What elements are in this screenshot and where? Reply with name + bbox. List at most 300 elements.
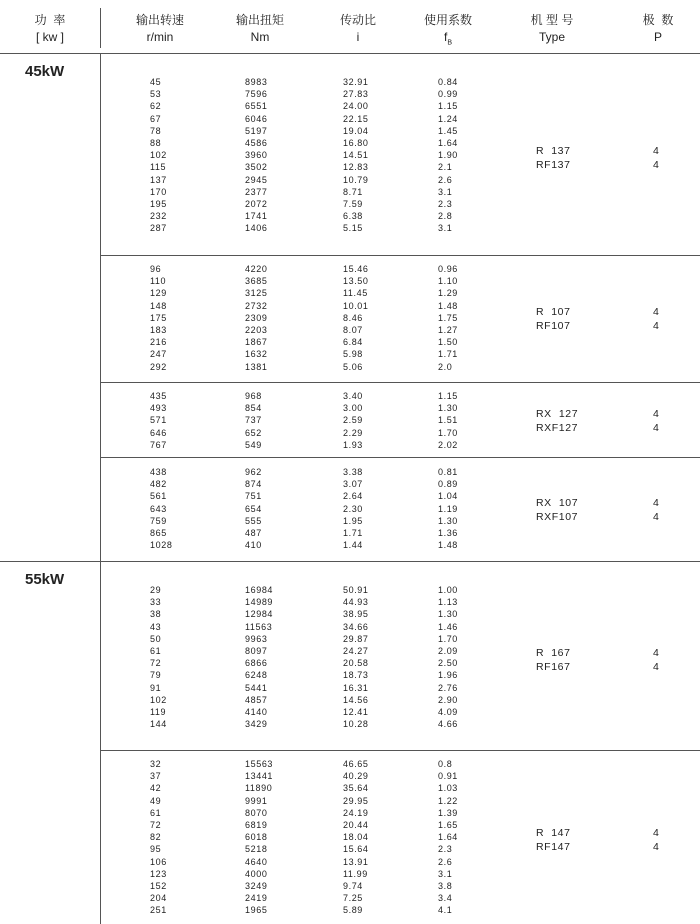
type-row: [0, 646, 700, 660]
torque-cell: 3125: [245, 288, 268, 299]
block-type-info: [0, 407, 700, 435]
fb-cell: 4.66: [438, 719, 458, 730]
table-row: [0, 807, 700, 819]
speed-cell: 43: [150, 621, 162, 632]
fb-cell: 1.29: [438, 288, 458, 299]
header-fb-unit-symbol: f: [443, 30, 448, 44]
ratio-cell: 2.64: [343, 491, 363, 502]
speed-cell: 62: [150, 101, 162, 112]
speed-cell: 129: [150, 288, 167, 299]
ratio-cell: 34.66: [343, 621, 369, 632]
speed-cell: 32: [150, 759, 162, 769]
fb-cell: 1.45: [438, 125, 458, 136]
speed-cell: 45: [150, 77, 162, 87]
ratio-cell: 44.93: [343, 597, 369, 608]
torque-cell: 6018: [245, 832, 268, 843]
pole-count: 4: [653, 661, 660, 673]
speed-cell: 88: [150, 137, 162, 148]
fb-cell: 3.4: [438, 893, 453, 904]
table-row: [0, 795, 700, 807]
ratio-cell: 1.95: [343, 515, 363, 526]
speed-cell: 38: [150, 609, 162, 620]
table-row: [0, 113, 700, 125]
speed-cell: 247: [150, 349, 167, 360]
fb-cell: 0.84: [438, 77, 458, 87]
fb-cell: 1.30: [438, 403, 458, 414]
torque-cell: 962: [245, 467, 262, 477]
type-row: [0, 305, 700, 319]
fb-cell: 1.90: [438, 150, 458, 161]
type-code: RF107: [536, 320, 571, 332]
fb-cell: 2.0: [438, 361, 453, 372]
table-row: [0, 222, 700, 234]
speed-cell: 195: [150, 198, 167, 209]
fb-cell: 1.46: [438, 621, 458, 632]
torque-cell: 652: [245, 427, 262, 438]
speed-cell: 82: [150, 832, 162, 843]
header-type-label: 机 型 号: [530, 13, 574, 27]
ratio-cell: 5.06: [343, 361, 363, 372]
speed-cell: 61: [150, 807, 162, 818]
fb-cell: 1.71: [438, 349, 458, 360]
speed-cell: 435: [150, 391, 167, 401]
torque-cell: 2732: [245, 300, 268, 311]
fb-cell: 1.13: [438, 597, 458, 608]
fb-cell: 2.02: [438, 439, 458, 450]
torque-cell: 12984: [245, 609, 274, 620]
torque-cell: 8983: [245, 77, 268, 87]
ratio-cell: 14.51: [343, 150, 369, 161]
speed-cell: 646: [150, 427, 167, 438]
speed-cell: 767: [150, 439, 167, 450]
torque-cell: 4857: [245, 694, 268, 705]
header-speed-label: 输出转速: [135, 13, 184, 27]
fb-cell: 2.3: [438, 844, 453, 855]
block-type-info: [0, 305, 700, 333]
pole-count: 4: [653, 647, 660, 659]
fb-cell: 0.81: [438, 467, 458, 477]
header-speed: [120, 12, 200, 46]
table-row: [0, 88, 700, 100]
torque-cell: 4220: [245, 264, 268, 274]
ratio-cell: 8.71: [343, 186, 363, 197]
table-row: [0, 892, 700, 904]
torque-cell: 3249: [245, 880, 268, 891]
ratio-cell: 10.79: [343, 174, 369, 185]
torque-cell: 9963: [245, 633, 268, 644]
ratio-cell: 5.89: [343, 905, 363, 916]
power-group-label: 55kW: [25, 571, 65, 588]
speed-cell: 72: [150, 819, 162, 830]
torque-cell: 1965: [245, 905, 268, 916]
ratio-cell: 10.01: [343, 300, 369, 311]
table-row: [0, 287, 700, 299]
fb-cell: 1.03: [438, 783, 458, 794]
type-row: [0, 144, 700, 158]
table-row: [0, 596, 700, 608]
type-code: RXF107: [536, 511, 579, 523]
speed-cell: 53: [150, 89, 162, 100]
table-row: [0, 390, 700, 402]
table-row: [0, 633, 700, 645]
ratio-cell: 1.71: [343, 527, 363, 538]
type-code: RF147: [536, 841, 571, 853]
speed-cell: 61: [150, 645, 162, 656]
speed-cell: 204: [150, 893, 167, 904]
power-group-separator: [0, 561, 100, 562]
ratio-cell: 8.07: [343, 324, 363, 335]
type-row: [0, 840, 700, 854]
ratio-cell: 13.91: [343, 856, 369, 867]
ratio-cell: 20.44: [343, 819, 369, 830]
speed-cell: 493: [150, 403, 167, 414]
speed-cell: 438: [150, 467, 167, 477]
speed-cell: 759: [150, 515, 167, 526]
speed-cell: 110: [150, 276, 167, 287]
type-row: [0, 421, 700, 435]
fb-cell: 1.15: [438, 391, 458, 401]
table-row: [0, 584, 700, 596]
ratio-cell: 12.41: [343, 706, 369, 717]
ratio-cell: 15.64: [343, 844, 369, 855]
speed-cell: 175: [150, 312, 167, 323]
torque-cell: 11890: [245, 783, 273, 794]
ratio-cell: 3.38: [343, 467, 363, 477]
header-type: [512, 12, 592, 46]
speed-cell: 50: [150, 633, 162, 644]
ratio-cell: 16.80: [343, 137, 369, 148]
ratio-cell: 6.84: [343, 337, 363, 348]
block-type-info: [0, 144, 700, 172]
pole-count: 4: [653, 306, 660, 318]
type-row: [0, 660, 700, 674]
table-row: [0, 527, 700, 539]
fb-cell: 2.90: [438, 694, 458, 705]
ratio-cell: 24.00: [343, 101, 369, 112]
pole-count: 4: [653, 159, 660, 171]
table-row: [0, 336, 700, 348]
fb-cell: 1.70: [438, 427, 458, 438]
speed-cell: 144: [150, 719, 167, 730]
fb-cell: 4.09: [438, 706, 458, 717]
speed-cell: 95: [150, 844, 162, 855]
fb-cell: 1.04: [438, 491, 458, 502]
header-torque-unit: Nm: [250, 30, 270, 44]
fb-cell: 1.64: [438, 832, 458, 843]
torque-cell: 3502: [245, 162, 268, 173]
speed-cell: 29: [150, 585, 162, 595]
table-row: [0, 263, 700, 275]
table-row: [0, 210, 700, 222]
table-row: [0, 904, 700, 916]
table-row: [0, 100, 700, 112]
torque-cell: 8070: [245, 807, 268, 818]
fb-cell: 1.50: [438, 337, 458, 348]
ratio-cell: 19.04: [343, 125, 369, 136]
fb-cell: 0.96: [438, 264, 458, 274]
fb-cell: 1.15: [438, 101, 458, 112]
ratio-cell: 1.44: [343, 540, 363, 551]
power-group-label: 45kW: [25, 63, 65, 80]
table-row: [0, 868, 700, 880]
speed-cell: 115: [150, 162, 167, 173]
table-row: [0, 275, 700, 287]
ratio-cell: 5.15: [343, 223, 363, 234]
speed-cell: 251: [150, 905, 167, 916]
table-row: [0, 608, 700, 620]
block-separator: [100, 561, 700, 562]
pole-count: 4: [653, 827, 660, 839]
torque-cell: 549: [245, 439, 262, 450]
speed-cell: 96: [150, 264, 162, 274]
torque-cell: 737: [245, 415, 262, 426]
fb-cell: 2.50: [438, 658, 458, 669]
torque-cell: 6866: [245, 658, 268, 669]
header-torque: [220, 12, 300, 46]
header-fb-label: 使用系数: [423, 13, 472, 27]
fb-cell: 2.6: [438, 856, 453, 867]
speed-cell: 152: [150, 880, 167, 891]
fb-cell: 1.48: [438, 540, 458, 551]
block-separator: [100, 382, 700, 383]
ratio-cell: 18.04: [343, 832, 369, 843]
fb-cell: 1.00: [438, 585, 458, 595]
type-code: R 107: [536, 306, 571, 318]
header-poles: [628, 12, 688, 46]
speed-cell: 865: [150, 527, 167, 538]
speed-cell: 183: [150, 324, 167, 335]
torque-cell: 8097: [245, 645, 268, 656]
fb-cell: 1.10: [438, 276, 458, 287]
torque-cell: 4640: [245, 856, 268, 867]
block-type-info: [0, 826, 700, 854]
speed-cell: 137: [150, 174, 167, 185]
type-code: R 147: [536, 827, 571, 839]
block-separator: [100, 457, 700, 458]
fb-cell: 0.8: [438, 759, 453, 769]
torque-cell: 14989: [245, 597, 274, 608]
fb-cell: 3.1: [438, 223, 453, 234]
header-power-label: 功 率: [34, 13, 66, 27]
ratio-cell: 22.15: [343, 113, 369, 124]
ratio-cell: 38.95: [343, 609, 369, 620]
fb-cell: 1.65: [438, 819, 458, 830]
speed-cell: 643: [150, 503, 167, 514]
torque-cell: 2309: [245, 312, 268, 323]
fb-cell: 1.36: [438, 527, 458, 538]
torque-cell: 11563: [245, 621, 273, 632]
type-code: RF167: [536, 661, 571, 673]
table-row: [0, 782, 700, 794]
torque-cell: 854: [245, 403, 262, 414]
fb-cell: 1.51: [438, 415, 458, 426]
ratio-cell: 24.27: [343, 645, 369, 656]
ratio-cell: 27.83: [343, 89, 369, 100]
speed-cell: 33: [150, 597, 162, 608]
torque-cell: 968: [245, 391, 262, 401]
torque-cell: 6551: [245, 101, 268, 112]
speed-cell: 561: [150, 491, 167, 502]
header-power-unit: [ kw ]: [35, 30, 64, 44]
torque-cell: 9991: [245, 795, 268, 806]
table-row: [0, 76, 700, 88]
fb-cell: 1.64: [438, 137, 458, 148]
table-header: [0, 0, 700, 54]
type-code: RX 127: [536, 408, 579, 420]
fb-cell: 1.22: [438, 795, 458, 806]
torque-cell: 6046: [245, 113, 268, 124]
pole-count: 4: [653, 408, 660, 420]
table-row: [0, 621, 700, 633]
ratio-cell: 20.58: [343, 658, 369, 669]
torque-cell: 2377: [245, 186, 268, 197]
ratio-cell: 1.93: [343, 439, 363, 450]
fb-cell: 2.8: [438, 211, 453, 222]
ratio-cell: 10.28: [343, 719, 369, 730]
speed-cell: 79: [150, 670, 162, 681]
ratio-cell: 3.00: [343, 403, 363, 414]
pole-count: 4: [653, 422, 660, 434]
ratio-cell: 3.07: [343, 479, 363, 490]
torque-cell: 487: [245, 527, 262, 538]
header-poles-label: 极 数: [642, 13, 674, 27]
header-ratio: [318, 12, 398, 46]
header-power: [20, 12, 80, 46]
fb-cell: 0.99: [438, 89, 458, 100]
header-torque-label: 输出扭矩: [235, 13, 284, 27]
speed-cell: 123: [150, 868, 167, 879]
block-separator: [100, 255, 700, 256]
type-code: R 167: [536, 647, 571, 659]
torque-cell: 7596: [245, 89, 268, 100]
torque-cell: 3685: [245, 276, 268, 287]
type-code: RXF127: [536, 422, 579, 434]
ratio-cell: 16.31: [343, 682, 369, 693]
fb-cell: 3.1: [438, 868, 453, 879]
speed-cell: 287: [150, 223, 167, 234]
table-row: [0, 880, 700, 892]
table-row: [0, 539, 700, 551]
block-type-info: [0, 496, 700, 524]
speed-cell: 37: [150, 771, 162, 782]
header-type-unit: Type: [538, 30, 565, 44]
torque-cell: 2945: [245, 174, 268, 185]
speed-cell: 571: [150, 415, 167, 426]
table-row: [0, 361, 700, 373]
torque-cell: 13441: [245, 771, 274, 782]
ratio-cell: 11.45: [343, 288, 368, 299]
torque-cell: 1632: [245, 349, 268, 360]
ratio-cell: 2.59: [343, 415, 363, 426]
pole-count: 4: [653, 145, 660, 157]
block-type-info: [0, 646, 700, 674]
ratio-cell: 13.50: [343, 276, 369, 287]
speed-cell: 119: [150, 706, 167, 717]
fb-cell: 1.19: [438, 503, 458, 514]
table-row: [0, 478, 700, 490]
fb-cell: 2.76: [438, 682, 458, 693]
ratio-cell: 2.29: [343, 427, 363, 438]
header-fb-unit: [408, 29, 488, 51]
torque-cell: 410: [245, 540, 262, 551]
table-row: [0, 198, 700, 210]
table-row: [0, 186, 700, 198]
torque-cell: 3429: [245, 719, 268, 730]
speed-cell: 482: [150, 479, 167, 490]
ratio-cell: 46.65: [343, 759, 369, 769]
table-row: [0, 706, 700, 718]
fb-cell: 2.3: [438, 198, 453, 209]
type-row: [0, 407, 700, 421]
type-code: RF137: [536, 159, 571, 171]
table-row: [0, 125, 700, 137]
fb-cell: 2.6: [438, 174, 453, 185]
type-row: [0, 319, 700, 333]
fb-cell: 1.48: [438, 300, 458, 311]
fb-cell: 1.70: [438, 633, 458, 644]
pole-count: 4: [653, 511, 660, 523]
ratio-cell: 40.29: [343, 771, 369, 782]
ratio-cell: 2.30: [343, 503, 363, 514]
fb-cell: 2.09: [438, 645, 458, 656]
table-row: [0, 174, 700, 186]
torque-cell: 555: [245, 515, 262, 526]
type-row: [0, 826, 700, 840]
table-row: [0, 718, 700, 730]
table-row: [0, 758, 700, 770]
torque-cell: 874: [245, 479, 262, 490]
speed-cell: 102: [150, 150, 167, 161]
fb-cell: 1.39: [438, 807, 458, 818]
fb-cell: 3.8: [438, 880, 453, 891]
speed-cell: 49: [150, 795, 162, 806]
fb-cell: 0.91: [438, 771, 458, 782]
type-code: R 137: [536, 145, 571, 157]
fb-cell: 1.24: [438, 113, 458, 124]
ratio-cell: 29.87: [343, 633, 369, 644]
speed-cell: 102: [150, 694, 167, 705]
ratio-cell: 35.64: [343, 783, 369, 794]
speed-cell: 216: [150, 337, 167, 348]
fb-cell: 1.96: [438, 670, 458, 681]
torque-cell: 6248: [245, 670, 268, 681]
speed-cell: 67: [150, 113, 162, 124]
fb-cell: 4.1: [438, 905, 453, 916]
header-fb-unit-subscript: B: [447, 39, 452, 47]
ratio-cell: 8.46: [343, 312, 363, 323]
torque-cell: 15563: [245, 759, 274, 769]
ratio-cell: 7.25: [343, 893, 363, 904]
ratio-cell: 5.98: [343, 349, 363, 360]
type-row: [0, 510, 700, 524]
torque-cell: 5197: [245, 125, 268, 136]
speed-cell: 232: [150, 211, 167, 222]
header-fb: [408, 12, 488, 51]
fb-cell: 2.1: [438, 162, 453, 173]
fb-cell: 3.1: [438, 186, 453, 197]
torque-cell: 751: [245, 491, 262, 502]
ratio-cell: 29.95: [343, 795, 369, 806]
speed-cell: 170: [150, 186, 167, 197]
ratio-cell: 11.99: [343, 868, 368, 879]
speed-cell: 42: [150, 783, 162, 794]
table-row: [0, 694, 700, 706]
table-row: [0, 439, 700, 451]
torque-cell: 4586: [245, 137, 268, 148]
ratio-cell: 15.46: [343, 264, 369, 274]
ratio-cell: 18.73: [343, 670, 369, 681]
type-row: [0, 158, 700, 172]
